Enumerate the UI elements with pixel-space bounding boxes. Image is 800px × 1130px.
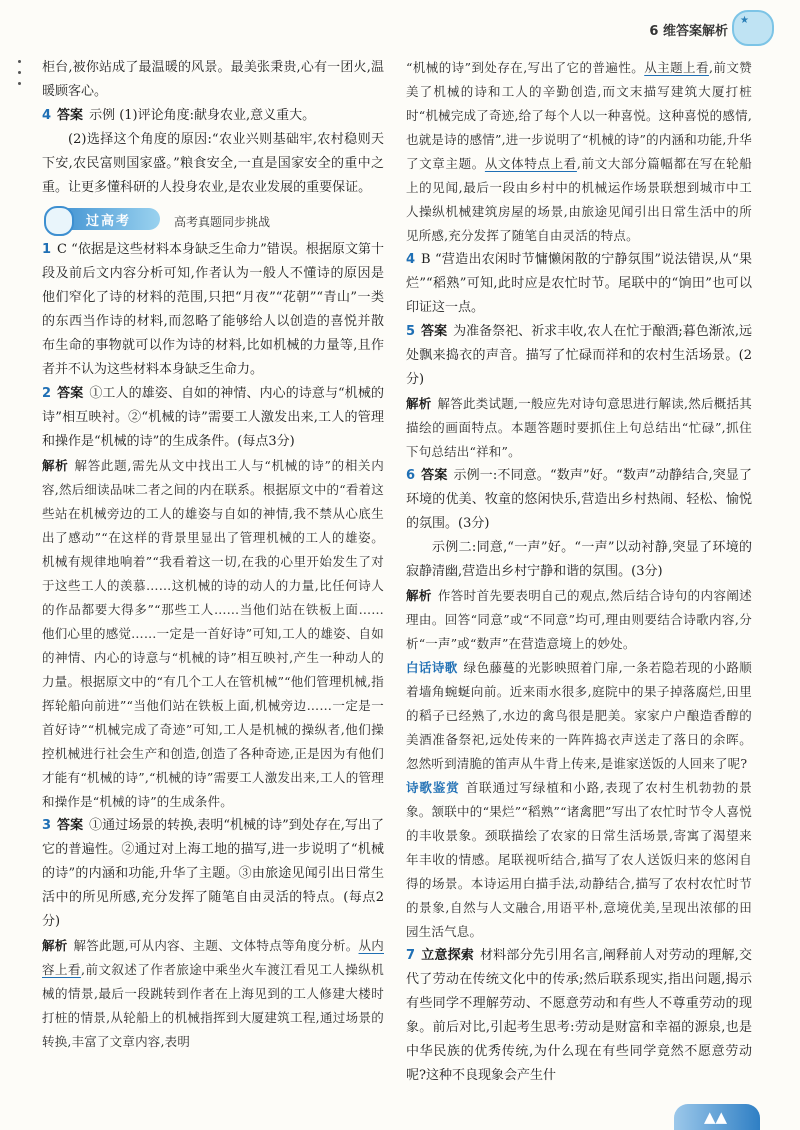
q7-text: 材料部分先引用名言,阐释前人对劳动的理解,交代了劳动在传统文化中的传承;然后联系现实,指出问题,揭示有些同学不理解劳动、不愿意劳动和有些人不尊重劳动的现象。前后对比,引起考生思考:劳动是财富和幸福的源泉,也是中华民族的优秀传统,为什么现在有些同学竟然不愿意劳动呢?这种不良现象会产生什 — [406, 948, 752, 1083]
q2-analysis-label: 解析 — [42, 458, 69, 473]
cont-a: “机械的诗”到处存在,写出了它的普遍性。 — [406, 60, 645, 75]
q3-analysis-underline: 从内容上看 — [42, 938, 384, 977]
q1-answer — [42, 238, 384, 382]
page-header-title: 6 维答案解析 — [649, 24, 728, 39]
q4-answer — [42, 104, 384, 128]
q1-number: 1 — [42, 242, 52, 257]
q3-analysis-a: 解答此题,可从内容、主题、文体特点等角度分析。 — [73, 938, 359, 953]
poem-appreciation-label: 诗歌鉴赏 — [406, 780, 460, 795]
page-tab-mark-icon: ▲▲ — [704, 1108, 728, 1126]
q3-analysis — [42, 934, 384, 1054]
q7-label: 立意探索 — [421, 948, 474, 963]
q7-answer — [406, 944, 752, 1088]
r-q4-number: 4 — [406, 252, 416, 267]
q5-text: 为准备祭祀、祈求丰收,农人在忙于酿酒;暮色渐浓,远处飘来捣衣的声音。描写了忙碌而祥和的农村生活场景。(2分) — [406, 324, 752, 387]
intro-paragraph: 柜台,被你站成了最温暖的风景。最美张秉贵,心有一团火,温暖顾客心。 — [42, 60, 384, 99]
section-banner — [42, 206, 384, 232]
r-q4-text: B “营造出农闲时节慵懒闲散的宁静氛围”说法错误,从“果烂”“稻熟”可知,此时应是农忙时节。尾联中的“饷田”也可以印证这一点。 — [406, 252, 752, 315]
brand-logo-icon: ★ — [732, 10, 774, 46]
q5-number: 5 — [406, 324, 416, 339]
q6-answer-label: 答案 — [421, 468, 448, 483]
q7-number: 7 — [406, 948, 416, 963]
poem-translation-label: 白话诗歌 — [406, 660, 458, 675]
cont-underline-2: 从文体特点上看 — [484, 156, 577, 171]
q4-line2: (2)选择这个角度的原因:“农业兴则基础牢,农村稳则天下安,农民富则国家盛。”粮食安全,一直是国家安全的重中之重。让更多懂科研的人投身农业,是农业发展的重要保证。 — [42, 132, 384, 195]
q2-text: ①工人的雄姿、自如的神情、内心的诗意与“机械的诗”相互映衬。②“机械的诗”需要工人激发出来,工人的管理和操作是“机械的诗”的生成条件。(每点3分) — [42, 386, 384, 449]
poem-translation — [406, 656, 752, 776]
poem-appreciation-text: 首联通过写绿植和小路,表现了农村生机勃勃的景象。颔联中的“果烂”“稻熟”“诸禽肥”写出了农忙时节令人喜悦的丰收景象。颈联描绘了农家的日常生活场景,寄寓了渴望来年丰收的情感。尾联视听结合,描写了农人送饭归来的悠闲自得的场景。本诗运用白描手法,动静结合,描写了农村农忙时节的景象,自然与人文融合,用语平朴,意境优美,呈现出浓郁的田园生活气息。 — [406, 780, 752, 939]
q4-line1: 示例 (1)评论角度:献身农业,意义重大。 — [89, 108, 316, 123]
q3-analysis-label: 解析 — [42, 938, 68, 953]
q2-analysis-text: 解答此题,需先从文中找出工人与“机械的诗”的相关内容,然后细读品味二者之间的内在联系。根据原文中的“看着这些站在机械旁边的工人的雄姿与自如的神情,我不禁从心底生出了感动”“在这样的背景里显出了管理机械的工人的雄姿。机械有规律地响着”“我看着这一切,在我的心里开始发生了对于这些工人的羡慕……这机械的诗的动人的力量,比任何诗人的作品都要大得多”“那些工人……当他们站在铁板上面……他们心里的感觉……一定是一首好诗”可知,工人的雄姿、自如的神情、内心的诗意与“机械的诗”相互映衬,产生一种动人的力量。根据原文中的“有几个工人在管机械”“他们管理机械,指挥轮船向前进”“当他们站在铁板上面,机械旁边……一定是一首好诗”“机械完成了奇迹”可知,工人是机械的操纵者,他们操控机械进行社会生产和创造,创造了各种奇迹,正是因为有他们才能有“机械的诗”,“机械的诗”需要工人激发出来,工人的管理和操作是“机械的诗”的生成条件。 — [42, 458, 384, 809]
q6-analysis-text: 作答时首先要表明自己的观点,然后结合诗句的内容阐述理由。回答“同意”或“不同意”均可,理由则要结合诗歌内容,分析“一声”或“数声”在营造意境上的妙处。 — [406, 588, 752, 651]
q6-number: 6 — [406, 468, 416, 483]
banner-label: 过高考 — [86, 214, 132, 229]
q3-text: ①通过场景的转换,表明“机械的诗”到处存在,写出了它的普遍性。②通过对上海工地的描写,进一步说明了“机械的诗”的内涵和功能,升华了主题。③由旅途见闻引出日常生活中的所见所感,充分发挥了随笔自由灵活的特点。(每点2分) — [42, 818, 384, 929]
cont-c: ,前文大部分篇幅都在写在轮船上的见闻,最后一段由乡村中的机械运作场景联想到城市中工人操纵机械建筑房屋的场景,由旅途见闻引出日常生活中的所见所感,充分发挥了随笔自由灵活的特点。 — [406, 156, 753, 243]
poem-appreciation — [406, 776, 752, 944]
q5-analysis-text: 解答此类试题,一般应先对诗句意思进行解读,然后概括其描绘的画面特点。本题答题时要抓住上句总结出“忙碌”,抓住下句总结出“祥和”。 — [406, 396, 752, 459]
q2-number: 2 — [42, 386, 52, 401]
q3-answer — [42, 814, 384, 934]
poem-translation-text: 绿色藤蔓的光影映照着门扉,一条若隐若现的小路顺着墙角蜿蜒向前。近来雨水很多,庭院中的果子掉落腐烂,田里的稻子已经熟了,水边的禽鸟很是肥美。家家户户酿造香醇的美酒准备祭祀,远处传来的一阵阵捣衣声送走了落日的余晖。忽然听到清脆的笛声从牛背上传来,是谁家送饭的人回来了呢? — [406, 660, 752, 771]
q3-number: 3 — [42, 818, 52, 833]
q2-analysis — [42, 454, 384, 814]
q3-analysis-b: ,前文叙述了作者旅途中乘坐火车渡江看见工人操纵机械的情景,最后一段跳转到作者在上海见到的工人修建大楼时打桩的情景,从轮船上的机械指挥到大厦建筑工程,通过场景的转换,丰富了文章内容,表明 — [42, 962, 384, 1049]
q6-analysis-label: 解析 — [406, 588, 432, 603]
cont-underline-1: 从主题上看 — [644, 60, 709, 75]
banner-badge-icon — [44, 206, 74, 236]
q6-example2: 示例二:同意,“一声”好。“一声”以动衬静,突显了环境的寂静清幽,营造出乡村宁静和谐的氛围。(3分) — [406, 540, 752, 579]
r-q4-answer — [406, 248, 752, 320]
q3-answer-label: 答案 — [57, 818, 84, 833]
q1-text: C “依据是这些材料本身缺乏生命力”错误。根据原文第十段及前后文内容分析可知,作者认为一般人不懂诗的原因是他们窄化了诗的材料的范围,只把“月夜”“花朝”“青山”一类的东西当作诗的材料,而忽略了能够给人以创造的喜悦并散布生命的事物就可以作为诗的材料,比如机械的力量等,且作者并不认为这些材料本身缺乏生命力。 — [42, 242, 384, 377]
q2-answer-label: 答案 — [57, 386, 84, 401]
q4-answer-label: 答案 — [57, 108, 84, 123]
binding-marks-icon — [18, 60, 24, 90]
q5-answer-label: 答案 — [421, 324, 448, 339]
q6-answer — [406, 464, 752, 536]
q5-analysis-label: 解析 — [406, 396, 432, 411]
q3-continued — [406, 56, 752, 248]
page-header — [0, 0, 800, 46]
q2-answer — [42, 382, 384, 454]
q5-answer — [406, 320, 752, 392]
q6-example1: 示例一:不同意。“数声”好。“数声”动静结合,突显了环境的优美、牧童的悠闲快乐,营造出乡村热闹、轻松、愉悦的氛围。(3分) — [406, 468, 752, 531]
right-column — [406, 56, 752, 1088]
page-number-tab — [674, 1104, 760, 1130]
q6-analysis — [406, 584, 752, 656]
left-column — [42, 56, 384, 1054]
q4-number: 4 — [42, 108, 52, 123]
q5-analysis — [406, 392, 752, 464]
cont-b: ,前文赞美了机械的诗和工人的辛勤创造,而文末描写建筑大厦打桩时“机械完成了奇迹,给了每个人以一种喜悦。这种喜悦的感情,也就是诗的感情”,进一步说明了“机械的诗”的内涵和功能,升华了文章主题。 — [406, 60, 752, 171]
banner-subtitle: 高考真题同步挑战 — [174, 215, 271, 229]
